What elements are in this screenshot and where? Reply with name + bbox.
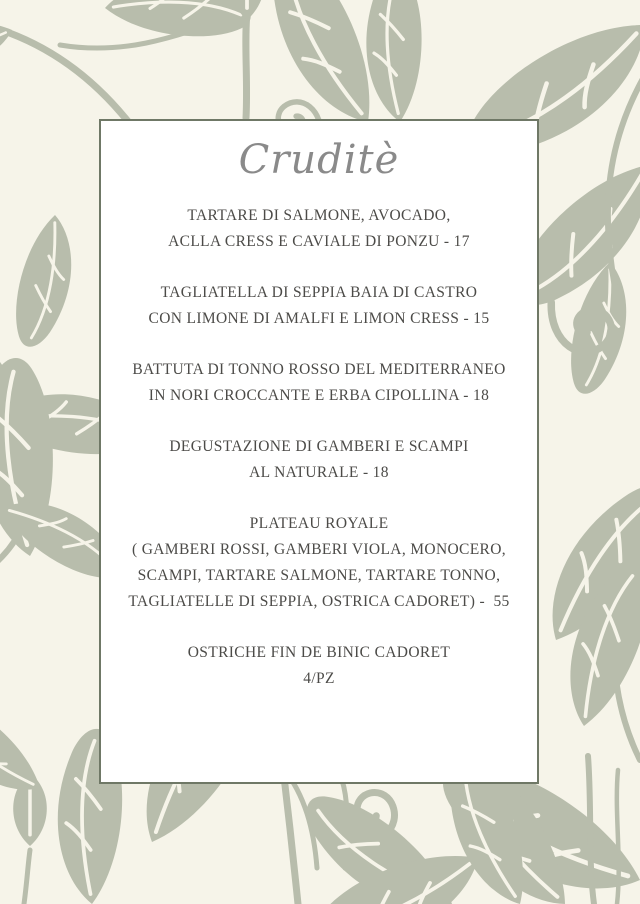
menu-item-line: ACLLA CRESS E CAVIALE DI PONZU - 17 — [168, 233, 470, 250]
menu-item-line: CON LIMONE DI AMALFI E LIMON CRESS - 15 — [148, 310, 490, 327]
menu-item-line: TARTARE DI SALMONE, AVOCADO, — [187, 207, 451, 224]
menu-items — [101, 203, 537, 692]
menu-item-line: TAGLIATELLA DI SEPPIA BAIA DI CASTRO — [160, 284, 478, 301]
menu-item — [101, 203, 537, 255]
menu-item — [101, 434, 537, 486]
menu-item-line: OSTRICHE FIN DE BINIC CADORET — [187, 644, 451, 661]
menu-item-line: AL NATURALE - 18 — [249, 464, 389, 481]
menu-item — [101, 511, 537, 615]
menu-item-line: PLATEAU ROYALE — [249, 515, 389, 532]
menu-item-line: BATTUTA DI TONNO ROSSO DEL MEDITERRANEO — [132, 361, 506, 378]
menu-item — [101, 280, 537, 332]
menu-item — [101, 640, 537, 692]
menu-item-line: IN NORI CROCCANTE E ERBA CIPOLLINA - 18 — [148, 387, 490, 404]
menu-item-line: DEGUSTAZIONE DI GAMBERI E SCAMPI — [169, 438, 469, 455]
menu-card — [99, 119, 539, 784]
menu-item-line: 4/PZ — [303, 670, 335, 687]
menu-item-line: ( GAMBERI ROSSI, GAMBERI VIOLA, MONOCERO, — [131, 541, 507, 558]
menu-item-line: SCAMPI, TARTARE SALMONE, TARTARE TONNO, — [137, 567, 501, 584]
menu-title: Cruditè — [238, 137, 400, 183]
menu-item — [101, 357, 537, 409]
menu-item-line: TAGLIATELLE DI SEPPIA, OSTRICA CADORET) - 55 — [128, 593, 510, 610]
